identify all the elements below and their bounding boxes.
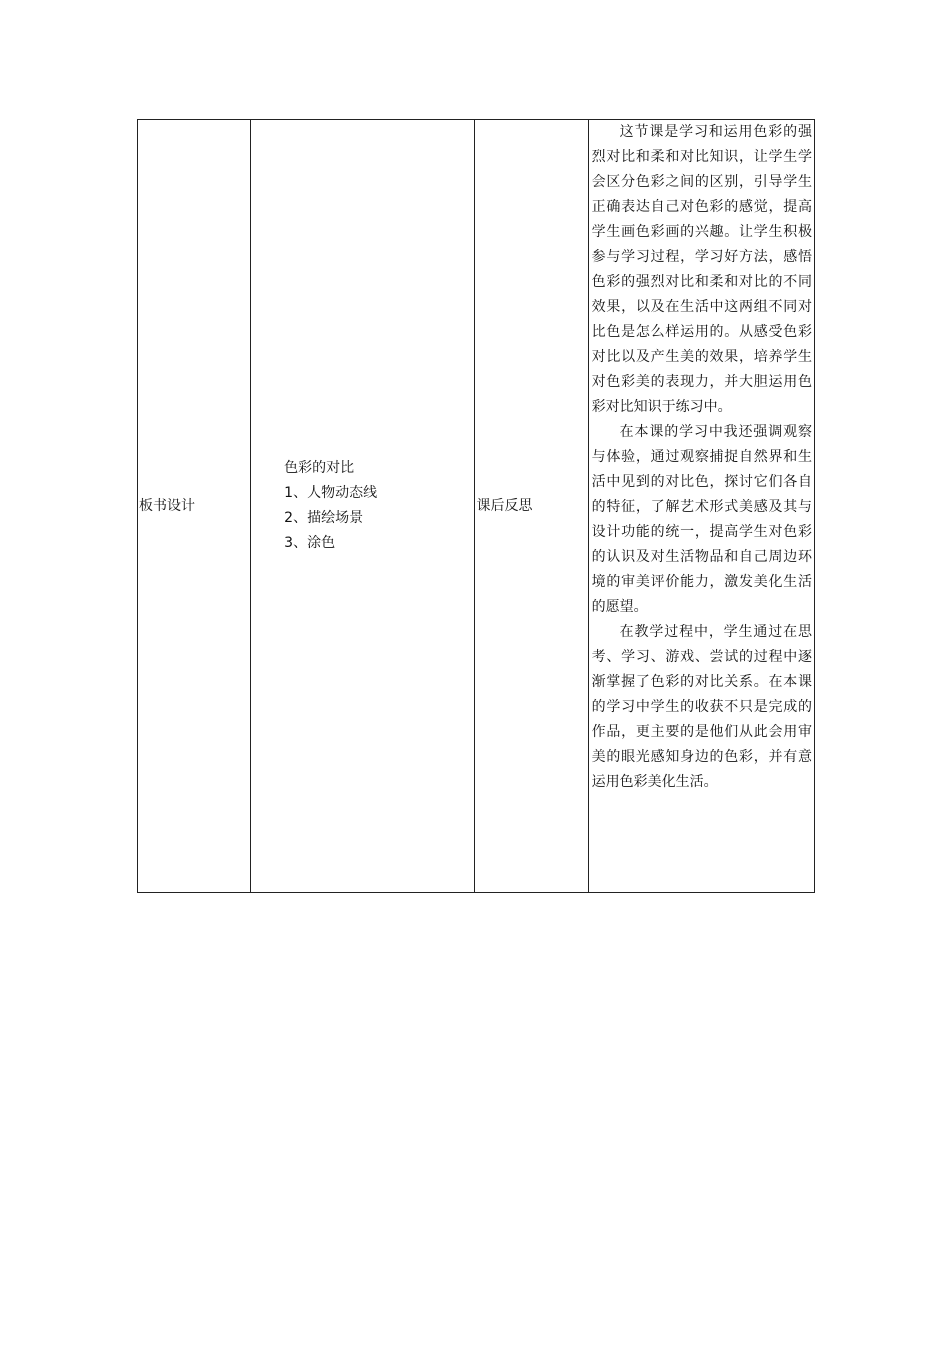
reflection-paragraph: 在本课的学习中我还强调观察与体验，通过观察捕捉自然界和生活中见到的对比色，探讨它们各自的特征，了解艺术形式美感及其与设计功能的统一，提高学生对色彩的认识及对生活物品和自己周边环境的审美评价能力，激发美化生活的愿望。 bbox=[591, 424, 812, 615]
board-item: 2、描绘场景 bbox=[284, 510, 364, 526]
board-title: 色彩的对比 bbox=[284, 460, 355, 476]
board-design-content bbox=[251, 120, 475, 893]
board-item: 1、人物动态线 bbox=[284, 485, 378, 501]
reflection-paragraph: 在教学过程中，学生通过在思考、学习、游戏、尝试的过程中逐渐掌握了色彩的对比关系。在本课的学习中学生的收获不只是完成的作品，更主要的是他们从此会用审美的眼光感知身边的色彩，并有意运用色彩美化生活。 bbox=[591, 624, 812, 790]
board-item: 3、涂色 bbox=[284, 535, 336, 551]
table-row bbox=[138, 120, 815, 893]
reflection-label: 课后反思 bbox=[475, 120, 588, 893]
board-design-label: 板书设计 bbox=[138, 120, 251, 893]
lesson-plan-table bbox=[137, 119, 815, 893]
reflection-paragraph: 这节课是学习和运用色彩的强烈对比和柔和对比知识，让学生学会区分色彩之间的区别，引导学生正确表达自己对色彩的感觉，提高学生画色彩画的兴趣。让学生积极参与学习过程，学习好方法，感悟色彩的强烈对比和柔和对比的不同效果，以及在生活中这两组不同对比色是怎么样运用的。从感受色彩对比以及产生美的效果，培养学生对色彩美的表现力，并大胆运用色彩对比知识于练习中。 bbox=[591, 124, 812, 415]
reflection-content bbox=[588, 120, 814, 893]
